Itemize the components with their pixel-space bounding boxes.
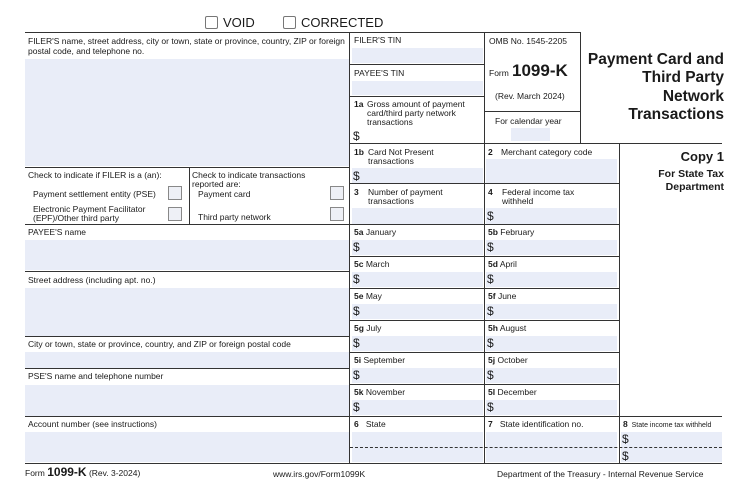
box-5h-label: 5h August	[488, 323, 527, 333]
omb-number: OMB No. 1545-2205	[489, 36, 567, 46]
box-5a-label: 5a January	[354, 227, 397, 237]
pse-checkbox[interactable]	[168, 186, 182, 200]
check-trans-label-1: Check to indicate transactions	[192, 170, 306, 180]
box-1a-text-2: card/third party network	[367, 108, 456, 118]
box-5j-dollar: $	[487, 368, 494, 382]
box-5d-dollar: $	[487, 272, 494, 286]
rule	[25, 167, 349, 168]
box-5g-dollar: $	[353, 336, 360, 350]
box-5c-label: 5c March	[354, 259, 390, 269]
box-5j-label: 5j October	[488, 355, 528, 365]
rule	[350, 384, 620, 385]
box-5i-dollar: $	[353, 368, 360, 382]
rule	[350, 64, 484, 65]
box-5h-field[interactable]	[486, 336, 617, 351]
box-5e-field[interactable]	[352, 304, 483, 319]
box-5c-field[interactable]	[352, 272, 483, 287]
box-5f-field[interactable]	[486, 304, 617, 319]
box-1b-text-2: transactions	[368, 156, 414, 166]
rule	[484, 32, 485, 463]
payment-card-checkbox[interactable]	[330, 186, 344, 200]
filer-block-label: FILER'S name, street address, city or town, state or province, country, ZIP or foreign postal code, and telephone no.	[28, 36, 345, 56]
box-5g-field[interactable]	[352, 336, 483, 351]
payee-tin-label: PAYEE'S TIN	[354, 68, 405, 78]
copy-line-1: For State Tax	[658, 168, 724, 180]
box-5b-label: 5b February	[488, 227, 535, 237]
box-2-field[interactable]	[486, 159, 617, 183]
box-5i-field[interactable]	[352, 368, 483, 383]
filer-tin-field[interactable]	[352, 48, 483, 63]
rule	[189, 167, 190, 224]
payee-name-label: PAYEE'S name	[28, 227, 87, 237]
box-5i-label: 5i September	[354, 355, 406, 365]
form-title-line-1: Payment Card and	[587, 51, 724, 68]
box-5l-dollar: $	[487, 400, 494, 414]
filer-tin-label: FILER'S TIN	[354, 35, 402, 45]
box-4-num: 4	[488, 187, 493, 197]
rule	[350, 96, 484, 97]
copy-title: Copy 1	[680, 149, 724, 164]
epf-option-label-2: (EPF)/Other third party	[33, 213, 119, 223]
box-8-dollar-1: $	[622, 432, 629, 446]
box-4-text-1: Federal income tax	[502, 187, 575, 197]
pse-name-field[interactable]	[25, 385, 349, 416]
box-5f-label: 5f June	[488, 291, 517, 301]
box-1b-num: 1b	[354, 147, 364, 157]
street-address-label: Street address (including apt. no.)	[28, 275, 156, 285]
box-7-label: 7 State identification no.	[488, 419, 584, 429]
rule	[619, 143, 620, 463]
corrected-label: CORRECTED	[301, 15, 384, 30]
calendar-year-label: For calendar year	[495, 116, 562, 126]
box-5e-dollar: $	[353, 304, 360, 318]
epf-option-label-1: Electronic Payment Facilitator	[33, 204, 146, 214]
form-title-line-4: Transactions	[628, 106, 724, 123]
rule	[485, 111, 580, 112]
box-3-num: 3	[354, 187, 359, 197]
box-5k-dollar: $	[353, 400, 360, 414]
box-5l-field[interactable]	[486, 400, 617, 415]
footer-form-label: Form 1099-K (Rev. 3-2024)	[25, 465, 141, 479]
box-5j-field[interactable]	[486, 368, 617, 383]
payee-tin-field[interactable]	[352, 81, 483, 95]
street-address-field[interactable]	[25, 288, 349, 337]
rule	[25, 416, 722, 417]
box-4-dollar: $	[487, 209, 494, 223]
rule	[350, 183, 620, 184]
third-party-network-label: Third party network	[198, 212, 271, 222]
box-3-text-2: transactions	[368, 196, 414, 206]
rule	[580, 32, 581, 143]
rule	[25, 224, 620, 225]
dashed-rule	[350, 447, 722, 448]
box-5d-field[interactable]	[486, 272, 617, 287]
box-5d-label: 5d April	[488, 259, 517, 269]
box-1b-field[interactable]	[352, 168, 483, 183]
third-party-network-checkbox[interactable]	[330, 207, 344, 221]
city-label: City or town, state or province, country, and ZIP or foreign postal code	[28, 339, 291, 349]
box-8-dollar-2: $	[622, 449, 629, 463]
filer-info-field[interactable]	[25, 59, 349, 166]
box-5e-label: 5e May	[354, 291, 382, 301]
check-filer-label: Check to indicate if FILER is a (an):	[28, 170, 162, 180]
box-4-text-2: withheld	[502, 196, 534, 206]
epf-checkbox[interactable]	[168, 207, 182, 221]
box-5g-label: 5g July	[354, 323, 382, 333]
void-label: VOID	[223, 15, 255, 30]
copy-line-2: Department	[665, 181, 724, 193]
rule	[350, 320, 620, 321]
box-5f-dollar: $	[487, 304, 494, 318]
payee-name-field[interactable]	[25, 240, 349, 270]
box-1a-text-3: transactions	[367, 117, 413, 127]
account-number-field[interactable]	[25, 432, 349, 462]
box-2-num: 2	[488, 147, 493, 157]
box-5a-dollar: $	[353, 240, 360, 254]
box-3-field[interactable]	[352, 208, 483, 224]
footer-department: Department of the Treasury - Internal Revenue Service	[497, 469, 704, 479]
revision-date: (Rev. March 2024)	[495, 91, 565, 101]
box-1a-label: 1a	[354, 99, 364, 109]
rule	[350, 256, 620, 257]
box-2-text: Merchant category code	[501, 147, 593, 157]
form-title-line-2: Third Party	[642, 69, 724, 86]
rule	[25, 463, 722, 464]
account-number-label: Account number (see instructions)	[28, 419, 157, 429]
box-1b-text-1: Card Not Present	[368, 147, 434, 157]
box-1a-text-1: Gross amount of payment	[367, 99, 465, 109]
box-5l-label: 5l December	[488, 387, 537, 397]
box-1a-dollar: $	[353, 129, 360, 143]
rule	[25, 368, 349, 369]
form-title-line-3: Network	[662, 88, 724, 105]
corrected-checkbox[interactable]	[283, 16, 296, 29]
pse-option-label: Payment settlement entity (PSE)	[33, 189, 156, 199]
box-8-label: 8 State income tax withheld	[623, 420, 712, 429]
box-6-label: 6 State	[354, 419, 386, 429]
box-5b-field[interactable]	[486, 240, 617, 255]
box-5h-dollar: $	[487, 336, 494, 350]
void-checkbox[interactable]	[205, 16, 218, 29]
box-5k-label: 5k November	[354, 387, 406, 397]
rule	[350, 143, 722, 144]
box-4-field[interactable]	[486, 208, 617, 224]
rule	[349, 32, 350, 463]
form-prefix: Form	[489, 68, 509, 78]
box-1b-dollar: $	[353, 169, 360, 183]
box-5k-field[interactable]	[352, 400, 483, 415]
check-trans-label-2: reported are:	[192, 179, 241, 189]
pse-name-label: PSE'S name and telephone number	[28, 371, 164, 381]
rule	[25, 336, 349, 337]
rule	[350, 288, 620, 289]
box-5c-dollar: $	[353, 272, 360, 286]
city-field[interactable]	[25, 352, 349, 368]
rule	[350, 352, 620, 353]
box-3-text-1: Number of payment	[368, 187, 443, 197]
calendar-year-field[interactable]	[511, 128, 550, 141]
rule	[25, 32, 580, 33]
box-5a-field[interactable]	[352, 240, 483, 255]
payment-card-label: Payment card	[198, 189, 251, 199]
footer-url[interactable]: www.irs.gov/Form1099K	[273, 469, 366, 479]
form-number: 1099-K	[512, 61, 568, 80]
box-5b-dollar: $	[487, 240, 494, 254]
rule	[25, 271, 349, 272]
